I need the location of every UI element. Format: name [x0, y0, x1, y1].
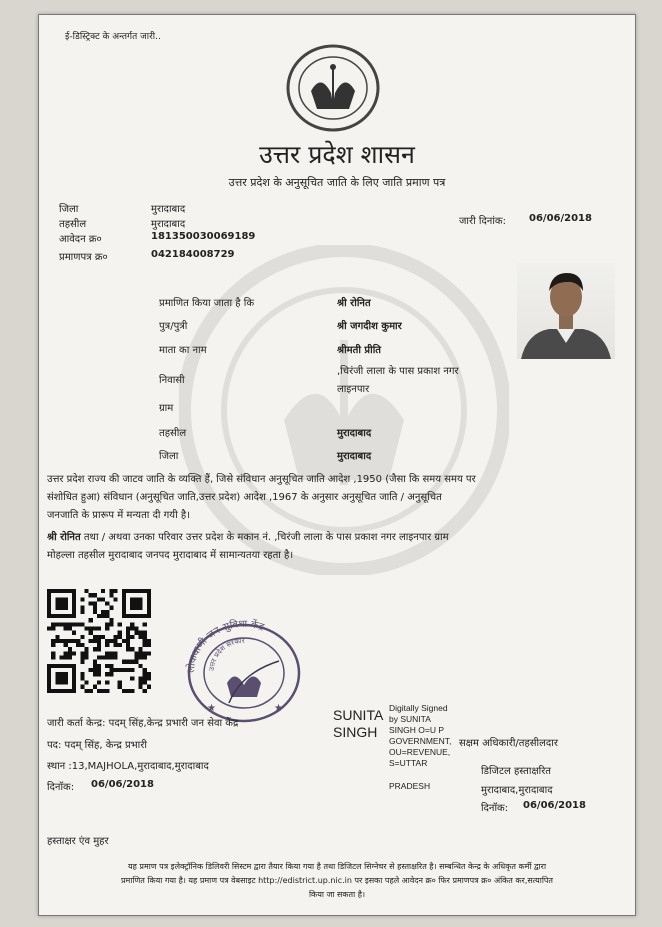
sig-detail-line: PRADESH	[389, 781, 431, 791]
detail-district-value: मुरादाबाद	[337, 451, 372, 462]
person-photo-icon	[517, 263, 615, 359]
caste-paragraph-line1: उत्तर प्रदेश राज्य की जाटव जाति के व्यक्ति हैं, जिसे संविधान अनुसूचित जाति आदेश ,1950 (जैसा कि समय समय पर	[47, 474, 476, 485]
tehsil-value: मुरादाबाद	[151, 219, 186, 230]
signer-name-line1: SUNITA	[333, 707, 384, 723]
footer-line2: प्रमाणित किया गया है। यह प्रमाण पत्र वेबसाइट http://edistrict.up.nic.in पर इसका पहले आवेदन क्र० फिर प्रमाणपत्र क्र० अंकित कर,सत्यापित	[121, 876, 553, 885]
stamp-outer-text: लोकवाणी जन-सुविधा केंद्र	[185, 618, 266, 674]
qr-code-icon	[47, 589, 151, 693]
digital-signature	[333, 707, 383, 741]
authority-title: सक्षम अधिकारी/तहसीलदार	[459, 738, 558, 749]
issuer-post: पद: पदम् सिंह, केन्द्र प्रभारी	[47, 740, 147, 751]
residence-name: श्री रोनित	[47, 532, 81, 543]
sig-detail-line: by SUNITA	[389, 714, 431, 724]
district-value: मुरादाबाद	[151, 204, 186, 215]
issuer-place: स्थान :13,MAJHOLA,मुरादाबाद,मुरादाबाद	[47, 761, 209, 772]
authority-digital-sign: डिजिटल हस्ताक्षरित	[481, 766, 551, 777]
issuer-center: जारी कर्ता केन्द्र: पदम् सिंह,केन्द्र प्रभारी जन सेवा केंद्र	[47, 718, 239, 729]
footer-line3: किया जा सकता है।	[308, 890, 366, 899]
resident-value-line1: ,चिरंजी लाला के पास प्रकाश नगर	[337, 366, 459, 377]
authority-date-value: 06/06/2018	[523, 800, 586, 811]
svg-text:★: ★	[207, 703, 216, 714]
caste-paragraph-line3: जनजाति के प्रारूप में मन्यता दी गयी है।	[47, 510, 190, 521]
top-note: ई-डिस्ट्रिक्ट के अन्तर्गत जारी..	[65, 32, 161, 42]
certificate-value: 042184008729	[151, 249, 235, 260]
sig-detail-line: Digitally Signed	[389, 703, 448, 713]
sig-detail-line: GOVERNMENT,	[389, 736, 452, 746]
resident-value-line2: लाइनपार	[337, 384, 370, 395]
footer-note	[47, 860, 627, 902]
sig-detail-line: S=UTTAR	[389, 758, 428, 768]
stamp-inner-text: उत्तर प्रदेश सरकार	[207, 636, 245, 672]
detail-tehsil-value: मुरादाबाद	[337, 428, 372, 439]
mother-value: श्रीमती प्रीति	[337, 345, 381, 356]
digital-signature-details	[389, 703, 451, 792]
village-label: ग्राम	[159, 403, 174, 414]
certified-value: श्री रोनित	[337, 298, 371, 309]
certified-label: प्रमाणित किया जाता है कि	[159, 298, 255, 309]
certificate-label: प्रमाणपत्र क्र०	[59, 252, 108, 263]
issue-date-value: 06/06/2018	[529, 213, 592, 224]
application-value: 181350030069189	[151, 231, 256, 242]
footer-line1: यह प्रमाण पत्र इलेक्ट्रॉनिक डिलिवरी सिस्टम द्वारा तैयार किया गया है तथा डिजिटल सिग्नेचर से हस्ताक्षरित है। सम्बन्धित केन्द्र के अधिकृत कर्मी द्वारा	[127, 862, 547, 871]
tehsil-label: तहसील	[59, 219, 87, 230]
up-government-emblem-icon	[285, 43, 381, 133]
issuer-date-value: 06/06/2018	[91, 779, 154, 790]
page-subtitle: उत्तर प्रदेश के अनुसूचित जाति के लिए जाति प्रमाण पत्र	[228, 176, 446, 189]
caste-paragraph-line2: संशोधित हुआ) संविधान (अनुसूचित जाति,उत्तर प्रदेश) आदेश ,1967 के अनुसार अनुसूचित जाति / अनुसूचित	[47, 492, 442, 503]
applicant-photo	[517, 263, 615, 359]
district-label: जिला	[59, 204, 79, 215]
sig-detail-line: OU=REVENUE,	[389, 747, 451, 757]
son-value: श्री जगदीश कुमार	[337, 321, 402, 332]
detail-tehsil-label: तहसील	[159, 428, 187, 439]
authority-date-label: दिनॉक:	[481, 803, 509, 814]
issuer-date-label: दिनॉक:	[47, 782, 75, 793]
sig-detail-line: SINGH O=U P	[389, 725, 445, 735]
issue-date-label: जारी दिनांक:	[459, 216, 506, 227]
application-label: आवेदन क्र०	[59, 234, 102, 245]
center-stamp-icon	[179, 613, 309, 723]
page-title: उत्तर प्रदेश शासन	[259, 140, 415, 169]
detail-district-label: जिला	[159, 451, 179, 462]
signer-name-line2: SINGH	[333, 724, 378, 740]
sign-seal-label: हस्ताक्षर एंव मुहर	[47, 836, 109, 847]
svg-text:उत्तर प्रदेश सरकार	[208, 637, 245, 671]
residence-paragraph-line1: तथा / अथवा उनका परिवार उत्तर प्रदेश के मकान नं. ,चिरंजी लाला के पास प्रकाश नगर लाइनपार ग्राम	[80, 532, 449, 543]
resident-label: निवासी	[159, 375, 185, 386]
mother-label: माता का नाम	[159, 345, 207, 356]
certificate-page	[38, 14, 636, 916]
residence-paragraph-line2: मोहल्ला तहसील मुरादाबाद जनपद मुरादाबाद में सामान्यतया रहता है।	[47, 550, 294, 561]
residence-paragraph	[47, 529, 627, 565]
authority-place: मुरादाबाद,मुरादाबाद	[481, 785, 553, 796]
son-label: पुत्र/पुत्री	[159, 321, 188, 332]
svg-text:★: ★	[274, 703, 283, 714]
caste-paragraph	[47, 471, 627, 525]
